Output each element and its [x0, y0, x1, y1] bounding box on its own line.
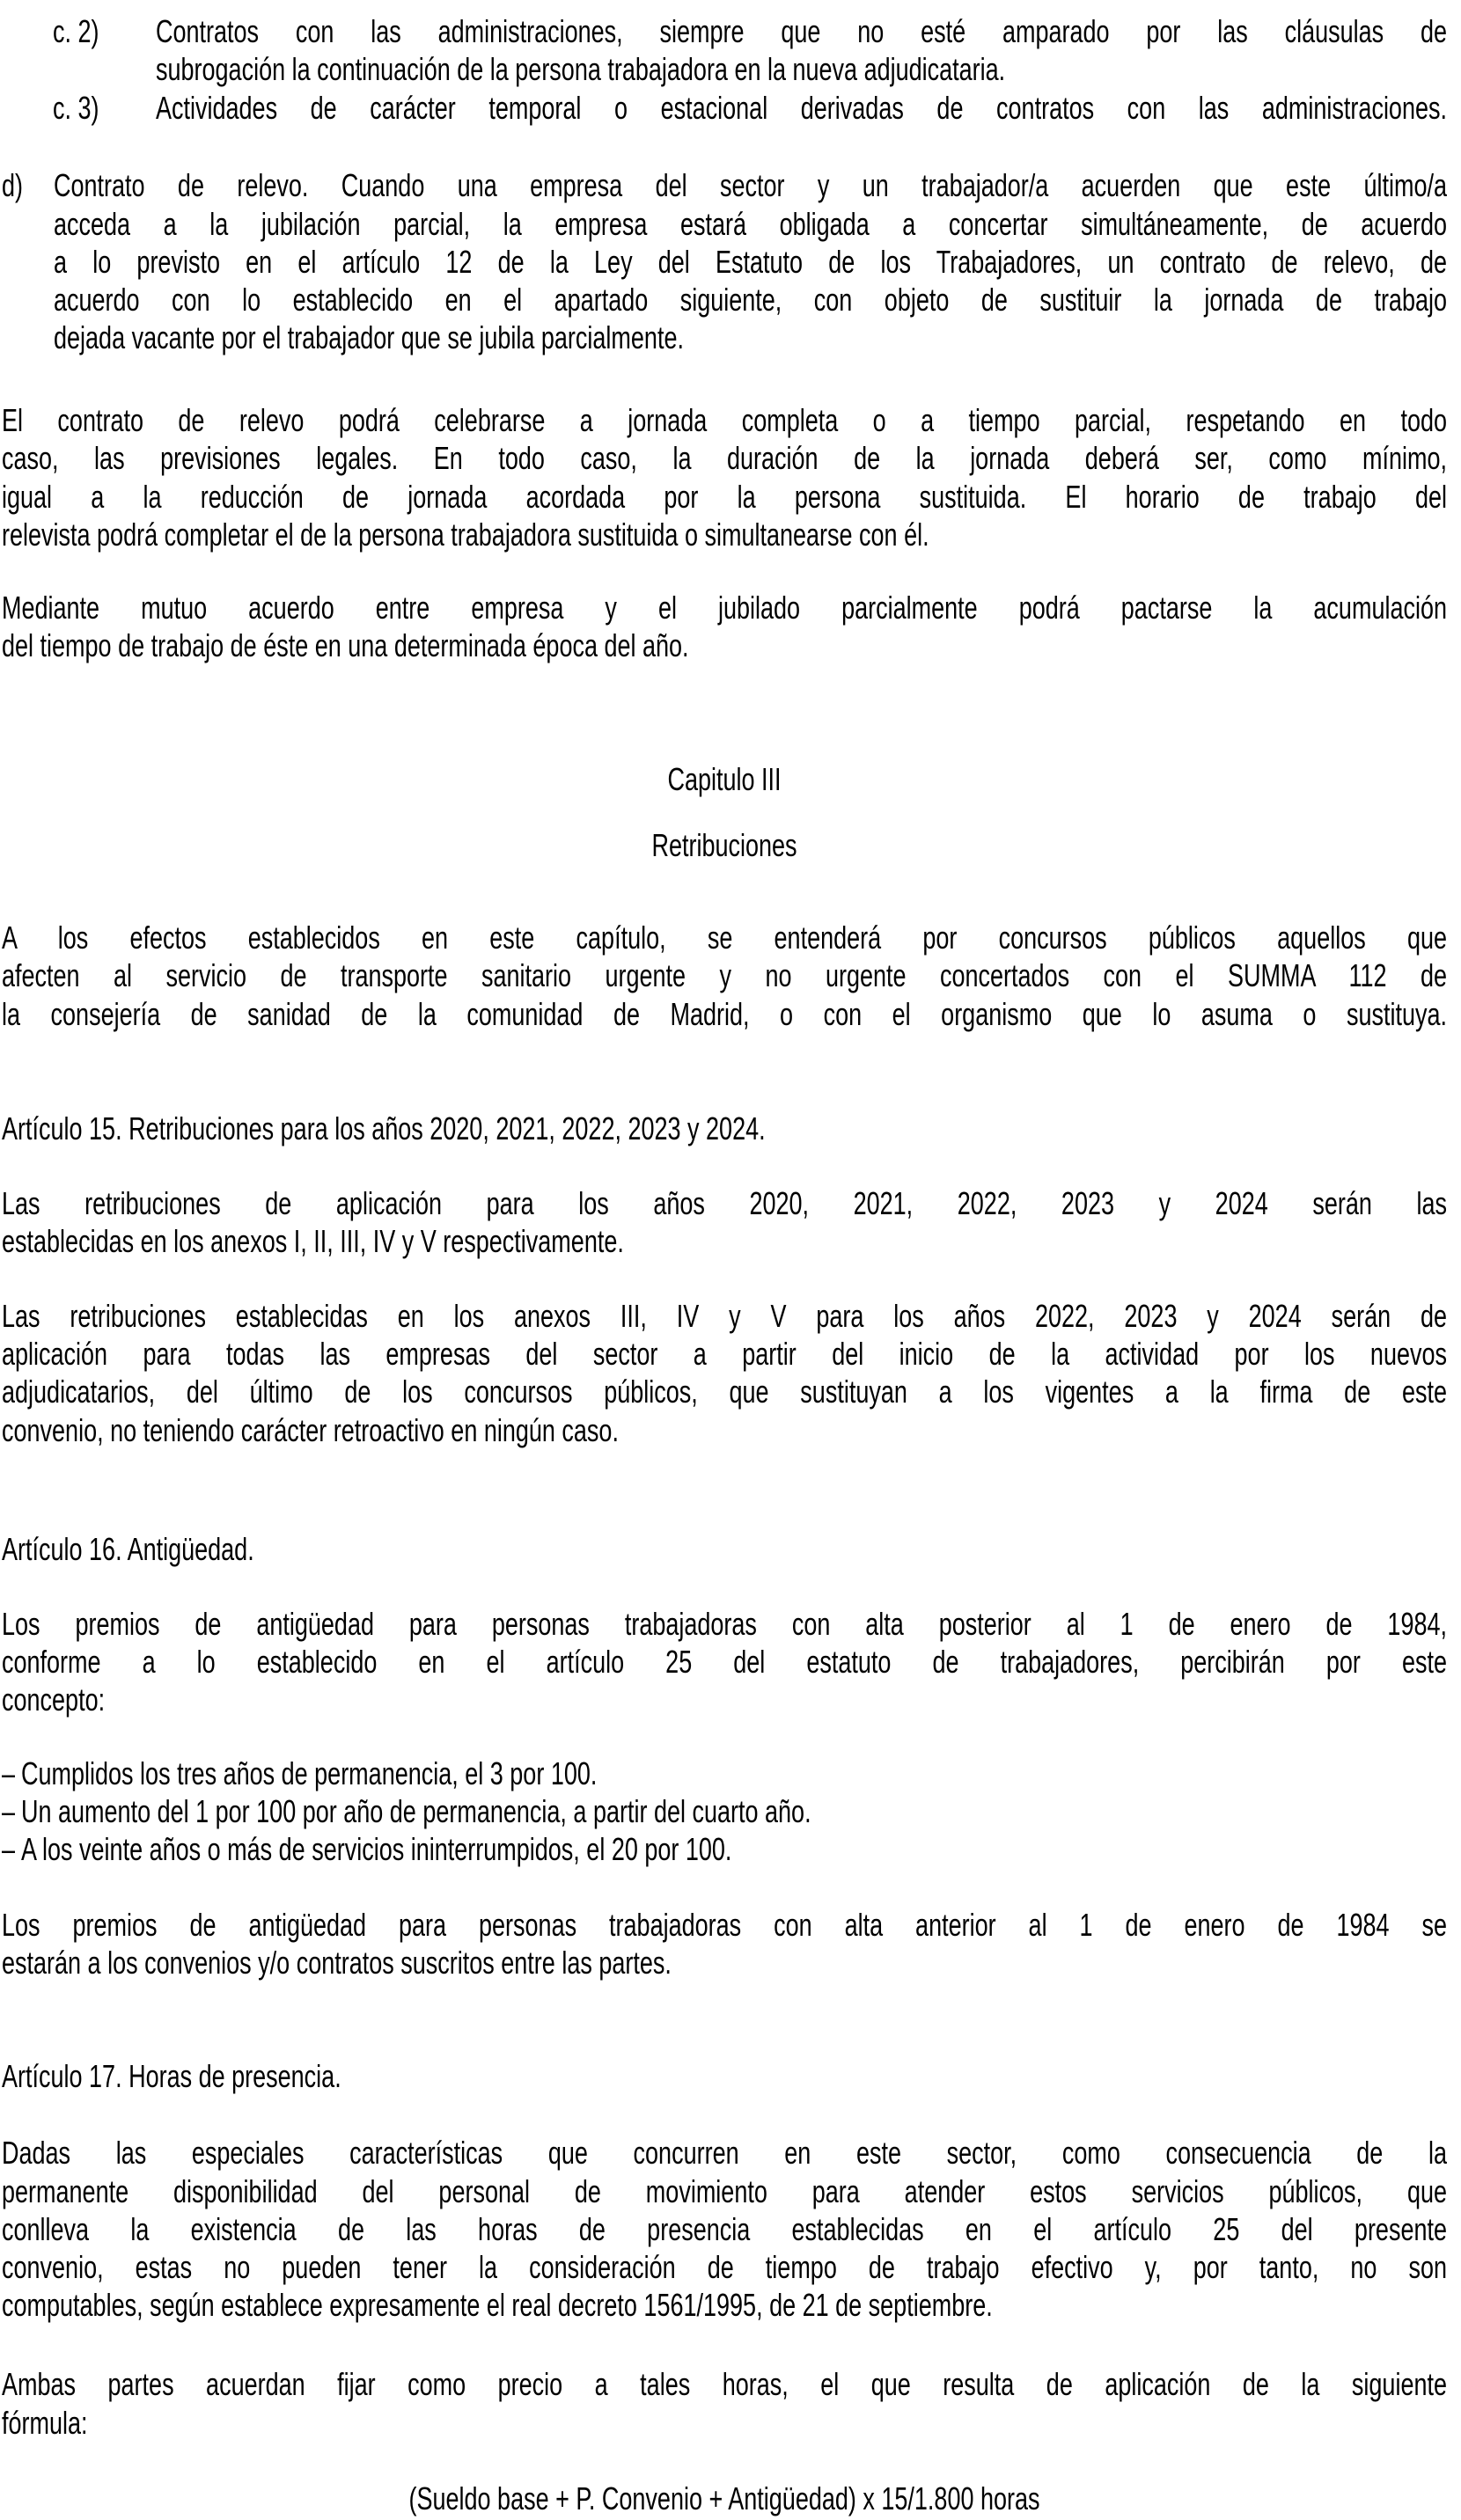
heading-capitulo-iii — [2, 761, 1447, 799]
dash-marker: – — [2, 1755, 16, 1791]
heading-retribuciones — [2, 827, 1447, 865]
text-line: Los premios de antigüedad para personas trabajadoras con alta posterior al 1 de enero de 1984, — [2, 1606, 1447, 1642]
text-line: aplicación para todas las empresas del sector a partir del inicio de la actividad por los nuevos — [2, 1336, 1447, 1373]
text-line: Dadas las especiales características que concurren en este sector, como consecuencia de la — [2, 2135, 1447, 2172]
paragraph-efectos — [2, 919, 1447, 1034]
paragraph-premios-anterior — [2, 1907, 1447, 1982]
text-line: convenio, estas no pueden tener la consideración de tiempo de trabajo efectivo y, por tanto, no son — [2, 2249, 1447, 2286]
text-line: dejada vacante por el trabajador que se jubila parcialmente. — [54, 319, 684, 356]
bullet-text: A los veinte años o más de servicios ininterrumpidos, el 20 por 100. — [21, 1831, 732, 1867]
paragraph-retribuciones-aplicacion — [2, 1185, 1447, 1261]
text-line: afecten al servicio de transporte sanitario urgente y no urgente concertados con el SUMMA 112 de — [2, 957, 1447, 994]
bullet-text: Cumplidos los tres años de permanencia, el 3 por 100. — [21, 1755, 598, 1791]
article-title: Artículo 15. Retribuciones para los años 2020, 2021, 2022, 2023 y 2024. — [2, 1110, 766, 1147]
list-item-d-label: d) — [2, 167, 24, 204]
text-line: A los efectos establecidos en este capítulo, se entenderá por concursos públicos aquellos que — [2, 919, 1447, 956]
text-line: convenio, no teniendo carácter retroactivo en ningún caso. — [2, 1412, 619, 1448]
text-line: concepto: — [2, 1681, 106, 1718]
text-line: acceda a la jubilación parcial, la empresa estará obligada a concertar simultáneamente, de acuerdo — [54, 206, 1447, 242]
text-line: la consejería de sanidad de la comunidad de Madrid, o con el organismo que lo asuma o sustituya. — [2, 996, 1447, 1032]
text-line: conforme a lo establecido en el artículo 25 del estatuto de trabajadores, percibirán por este — [2, 1644, 1447, 1680]
list-item-c2 — [2, 13, 1447, 89]
paragraph-contrato-relevo — [2, 402, 1447, 554]
text-line: permanente disponibilidad del personal de movimiento para atender estos servicios públicos, que — [2, 2173, 1447, 2209]
list-item-d-body — [54, 167, 1447, 357]
text-line: relevista podrá completar el de la persona trabajadora sustituida o simultanearse con él. — [2, 516, 929, 553]
paragraph-retribuciones-establecidas — [2, 1298, 1447, 1450]
text-line: Las retribuciones establecidas en los anexos III, IV y V para los años 2022, 2023 y 2024 serán de — [2, 1298, 1447, 1335]
text-line: fórmula: — [2, 2405, 88, 2441]
text-line: caso, las previsiones legales. En todo caso, la duración de la jornada deberá ser, como mínimo, — [2, 441, 1447, 477]
text-line: acuerdo con lo establecido en el apartado siguiente, con objeto de sustituir la jornada de trabajo — [54, 282, 1447, 318]
list-item-c3-body — [156, 90, 1447, 128]
list-item-c3 — [2, 90, 1447, 128]
text-line: computables, según establece expresamente el real decreto 1561/1995, de 21 de septiembre. — [2, 2287, 993, 2324]
chapter-subtitle: Retribuciones — [651, 827, 797, 864]
chapter-title: Capitulo III — [667, 761, 782, 798]
heading-articulo-16 — [2, 1531, 1447, 1569]
list-item-d — [2, 167, 1447, 357]
article-title: Artículo 17. Horas de presencia. — [2, 2059, 341, 2095]
heading-articulo-15 — [2, 1110, 1447, 1148]
text-line: Las retribuciones de aplicación para los años 2020, 2021, 2022, 2023 y 2024 serán las — [2, 1185, 1447, 1222]
paragraph-ambas-partes — [2, 2366, 1447, 2442]
formula-line — [2, 2480, 1447, 2518]
text-line: Mediante mutuo acuerdo entre empresa y el jubilado parcialmente podrá pactarse la acumulación — [2, 590, 1447, 626]
list-item-c3-label: c. 3) — [53, 90, 99, 127]
list-item-c2-label: c. 2) — [53, 13, 99, 50]
text-line: El contrato de relevo podrá celebrarse a jornada completa o a tiempo parcial, respetando en todo — [2, 402, 1447, 439]
text-line: Actividades de carácter temporal o estacional derivadas de contratos con las administraciones. — [156, 90, 1447, 127]
text-line: adjudicatarios, del último de los concursos públicos, que sustituyan a los vigentes a la firma de este — [2, 1374, 1447, 1410]
text-line: establecidas en los anexos I, II, III, IV y V respectivamente. — [2, 1223, 624, 1260]
text-line: Contrato de relevo. Cuando una empresa del sector y un trabajador/a acuerden que este último/a — [54, 167, 1447, 204]
bullet-item — [2, 1831, 1447, 1869]
list-item-c2-body — [156, 13, 1447, 89]
bullet-list — [2, 1755, 1447, 1870]
dash-marker: – — [2, 1793, 16, 1829]
text-line: igual a la reducción de jornada acordada por la persona sustituida. El horario de trabajo del — [2, 479, 1447, 515]
formula-text: (Sueldo base + P. Convenio + Antigüedad) x 15/1.800 horas — [408, 2480, 1040, 2517]
dash-marker: – — [2, 1831, 16, 1867]
heading-articulo-17 — [2, 2058, 1447, 2096]
text-line: del tiempo de trabajo de éste en una determinada época del año. — [2, 627, 689, 664]
text-line: Ambas partes acuerdan fijar como precio a tales horas, el que resulta de aplicación de la siguiente — [2, 2366, 1447, 2403]
text-line: subrogación la continuación de la persona trabajadora en la nueva adjudicataria. — [156, 51, 1006, 88]
paragraph-mediante-acuerdo — [2, 590, 1447, 665]
bullet-text: Un aumento del 1 por 100 por año de permanencia, a partir del cuarto año. — [21, 1793, 811, 1829]
paragraph-dadas-caracteristicas — [2, 2135, 1447, 2325]
text-line: a lo previsto en el artículo 12 de la Ley del Estatuto de los Trabajadores, un contrato de relevo, de — [54, 244, 1447, 280]
paragraph-premios-posterior — [2, 1606, 1447, 1720]
text-line: estarán a los convenios y/o contratos suscritos entre las partes. — [2, 1945, 672, 1981]
text-line: Los premios de antigüedad para personas trabajadoras con alta anterior al 1 de enero de 1984 se — [2, 1907, 1447, 1943]
text-line: Contratos con las administraciones, siempre que no esté amparado por las cláusulas de — [156, 13, 1447, 50]
text-line: conlleva la existencia de las horas de presencia establecidas en el artículo 25 del presente — [2, 2211, 1447, 2247]
article-title: Artículo 16. Antigüedad. — [2, 1531, 254, 1567]
